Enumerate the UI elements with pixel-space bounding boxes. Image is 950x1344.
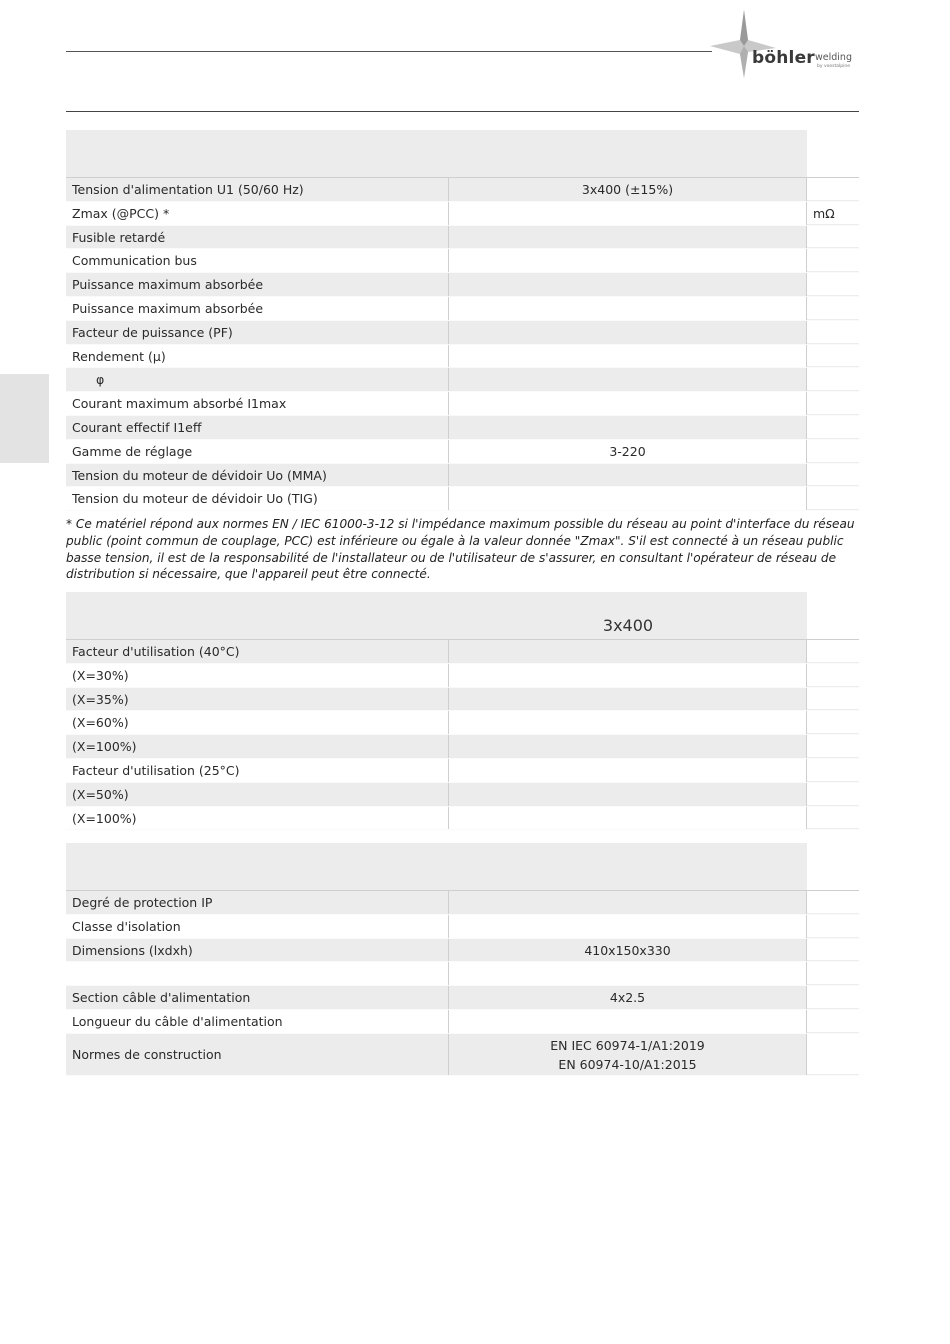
table-row (66, 392, 859, 416)
table-row (66, 891, 859, 915)
row-value: 3-220 (449, 440, 807, 463)
row-label: Puissance maximum absorbée (66, 273, 449, 296)
table-row (66, 783, 859, 807)
row-unit (807, 735, 859, 758)
row-unit (807, 464, 859, 487)
row-label (66, 962, 449, 985)
row-label: Dimensions (lxdxh) (66, 939, 449, 962)
row-unit (807, 807, 859, 830)
table-row (66, 711, 859, 735)
table-row (66, 297, 859, 321)
row-unit (807, 640, 859, 663)
row-label: Longueur du câble d'alimentation (66, 1010, 449, 1033)
row-unit (807, 416, 859, 439)
header-rule-bottom (66, 111, 859, 112)
row-value (449, 249, 807, 272)
row-label: Classe d'isolation (66, 915, 449, 938)
table-row (66, 735, 859, 759)
standard-line-2: EN 60974-10/A1:2015 (558, 1056, 697, 1072)
row-label: Puissance maximum absorbée (66, 297, 449, 320)
row-value (449, 735, 807, 758)
zmax-footnote: * Ce matériel répond aux normes EN / IEC 61000-3-12 si l'impédance maximum possible du réseau au point d'interface du réseau public (point commun de couplage, PCC) est inférieure ou égale à la valeur donnée "Zmax". S'il est connecté à un réseau public basse tension, il est de la responsabilité de l'installateur ou de l'utilisateur de s'assurer, en consultant l'opérateur de réseau de distribution si nécessaire, que l'appareil peut être connecté. (66, 517, 855, 582)
row-value (449, 297, 807, 320)
table-row (66, 440, 859, 464)
table-row (66, 249, 859, 273)
row-value (449, 345, 807, 368)
row-label: Zmax (@PCC) * (66, 202, 449, 225)
table-row (66, 640, 859, 664)
row-value: 410x150x330 (449, 939, 807, 962)
row-value: 3x400 (±15%) (449, 178, 807, 201)
row-value (449, 321, 807, 344)
row-value (449, 487, 807, 510)
row-value (449, 807, 807, 830)
table-header (66, 592, 859, 640)
table-row (66, 321, 859, 345)
table-row (66, 368, 859, 392)
table-header (66, 843, 859, 891)
table-row (66, 915, 859, 939)
row-unit (807, 321, 859, 344)
row-value (449, 962, 807, 985)
row-label: Degré de protection IP (66, 891, 449, 914)
row-unit (807, 226, 859, 249)
row-label: Rendement (μ) (66, 345, 449, 368)
power-supply-table (66, 130, 859, 511)
table-row (66, 487, 859, 511)
star-logo-icon (706, 8, 866, 80)
row-label: Section câble d'alimentation (66, 986, 449, 1009)
row-value (449, 1010, 807, 1033)
row-unit (807, 783, 859, 806)
row-label: Gamme de réglage (66, 440, 449, 463)
bohler-welding-logo (706, 8, 866, 80)
table-row (66, 202, 859, 226)
table-row (66, 962, 859, 986)
row-label: Tension d'alimentation U1 (50/60 Hz) (66, 178, 449, 201)
row-unit (807, 368, 859, 391)
row-label: Courant effectif I1eff (66, 416, 449, 439)
table-row (66, 807, 859, 831)
row-value (449, 640, 807, 663)
row-unit (807, 986, 859, 1009)
row-unit (807, 939, 859, 962)
row-unit (807, 759, 859, 782)
table-header (66, 130, 859, 178)
table-row (66, 178, 859, 202)
row-label: Facteur de puissance (PF) (66, 321, 449, 344)
row-value (449, 368, 807, 391)
table-row (66, 759, 859, 783)
row-value: 4x2.5 (449, 986, 807, 1009)
table-row (66, 464, 859, 488)
row-unit (807, 487, 859, 510)
table-row (66, 226, 859, 250)
row-label: Tension du moteur de dévidoir Uo (TIG) (66, 487, 449, 510)
row-value (449, 759, 807, 782)
row-value (449, 226, 807, 249)
row-value (449, 1034, 807, 1075)
row-label: φ (66, 368, 449, 391)
physical-specs-table (66, 843, 859, 1076)
side-chapter-tab (0, 374, 49, 463)
row-value (449, 891, 807, 914)
row-label: (X=60%) (66, 711, 449, 734)
table-row (66, 416, 859, 440)
table-row (66, 1010, 859, 1034)
row-unit (807, 915, 859, 938)
table-row (66, 688, 859, 712)
table-row (66, 1034, 859, 1076)
row-value (449, 783, 807, 806)
table-row (66, 986, 859, 1010)
row-unit (807, 273, 859, 296)
row-value (449, 688, 807, 711)
table-row (66, 273, 859, 297)
row-unit (807, 345, 859, 368)
table-row (66, 345, 859, 369)
row-unit (807, 1010, 859, 1033)
row-value (449, 392, 807, 415)
standard-line-1: EN IEC 60974-1/A1:2019 (550, 1037, 705, 1053)
row-unit (807, 297, 859, 320)
row-unit (807, 711, 859, 734)
header-rule-top (66, 51, 712, 52)
table-row (66, 939, 859, 963)
row-unit (807, 664, 859, 687)
row-unit: mΩ (807, 202, 859, 225)
row-label: Courant maximum absorbé I1max (66, 392, 449, 415)
row-value (449, 273, 807, 296)
row-value (449, 416, 807, 439)
row-value (449, 464, 807, 487)
table-row (66, 664, 859, 688)
row-value (449, 711, 807, 734)
row-unit (807, 688, 859, 711)
row-label: (X=100%) (66, 807, 449, 830)
row-value (449, 664, 807, 687)
row-unit (807, 392, 859, 415)
brand-sub: welding (815, 52, 852, 63)
row-label: Normes de construction (66, 1034, 449, 1075)
row-label: Facteur d'utilisation (25°C) (66, 759, 449, 782)
row-label: Fusible retardé (66, 226, 449, 249)
row-label: (X=100%) (66, 735, 449, 758)
duty-cycle-table (66, 592, 859, 830)
row-label: (X=35%) (66, 688, 449, 711)
row-label: Facteur d'utilisation (40°C) (66, 640, 449, 663)
row-label: Tension du moteur de dévidoir Uo (MMA) (66, 464, 449, 487)
brand-name: böhler (752, 48, 815, 68)
row-unit (807, 1034, 859, 1075)
row-label: (X=30%) (66, 664, 449, 687)
row-unit (807, 249, 859, 272)
row-label: Communication bus (66, 249, 449, 272)
row-unit (807, 440, 859, 463)
header-supply-value: 3x400 (602, 616, 654, 635)
row-unit (807, 178, 859, 201)
brand-tagline: by voestalpine (817, 64, 850, 69)
row-label: (X=50%) (66, 783, 449, 806)
row-value (449, 202, 807, 225)
row-unit (807, 891, 859, 914)
row-unit (807, 962, 859, 985)
row-value (449, 915, 807, 938)
